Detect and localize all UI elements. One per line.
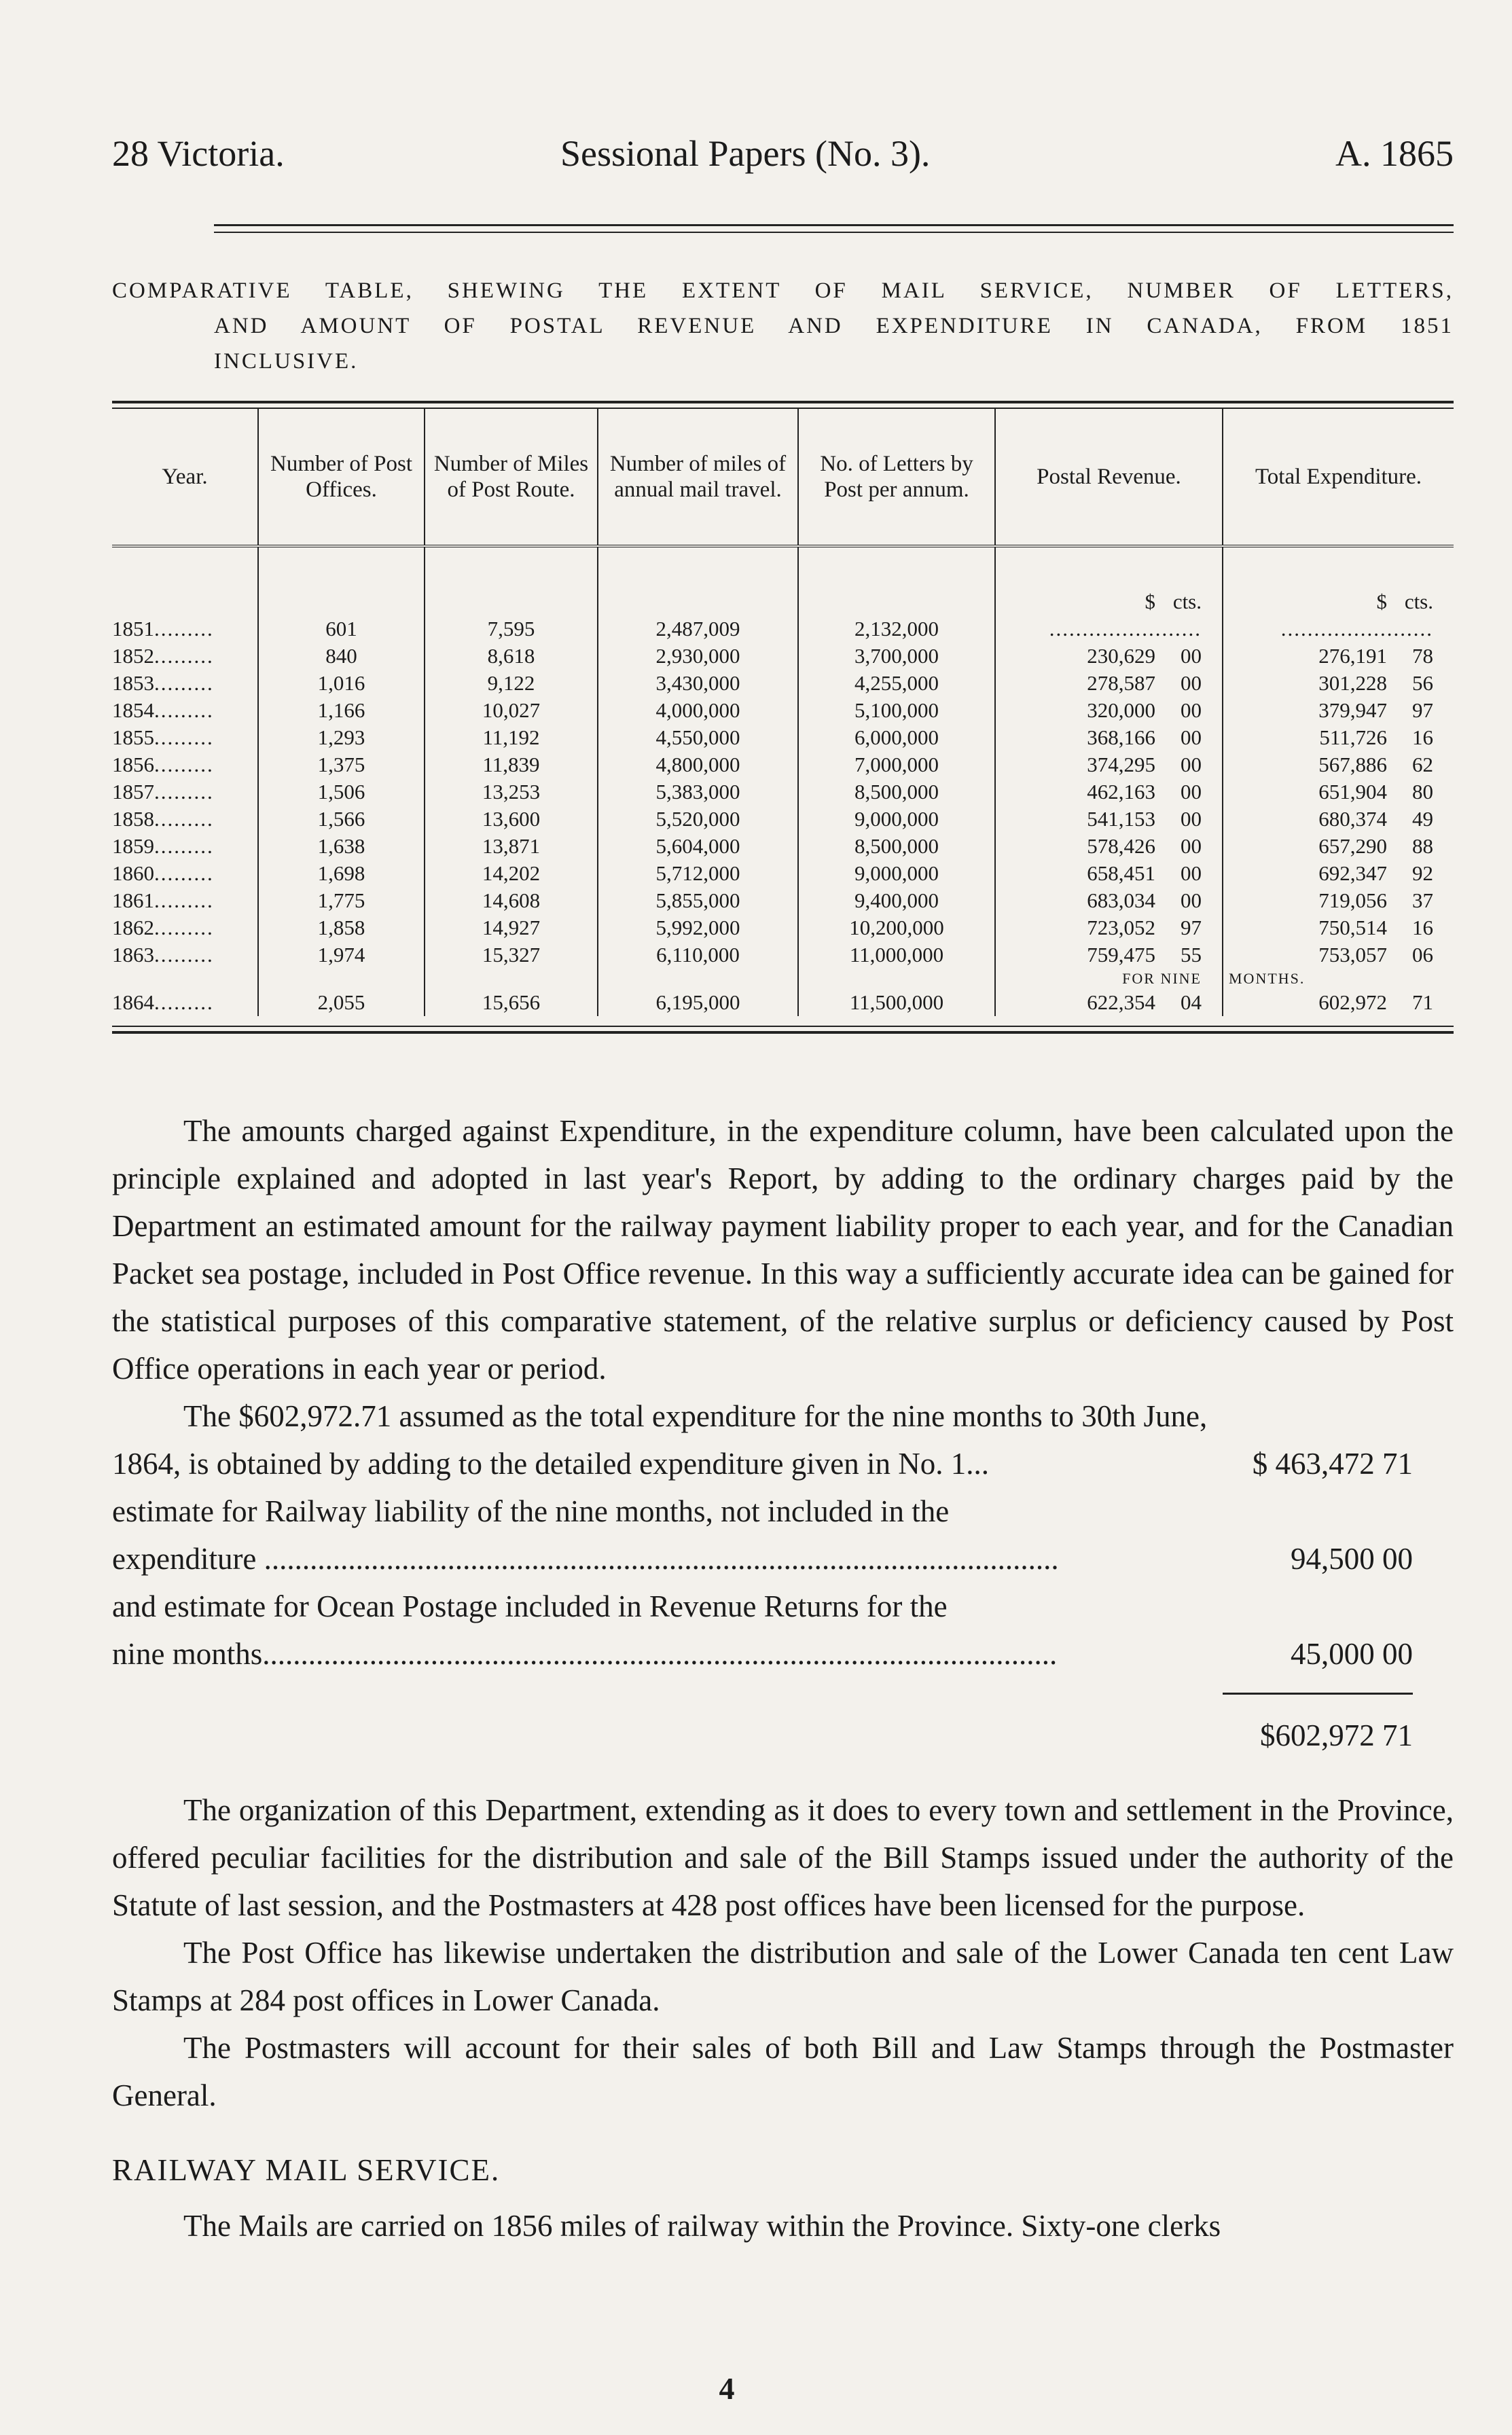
table-row [112,670,1454,697]
cell-revenue: 759,475 55 [995,941,1223,969]
cell-offices: 1,506 [258,778,425,806]
cell-expenditure: 680,374 49 [1223,806,1454,833]
table-row [112,914,1454,941]
cell-offices: 601 [258,615,425,643]
calc-row [112,1630,1454,1678]
calc-label: expenditure ........................................................................................................ [112,1542,1059,1576]
table-row [112,778,1454,806]
table-row [112,724,1454,751]
cell-miles: 14,202 [425,860,598,887]
cell-travel: 5,383,000 [598,778,798,806]
cell-letters: 6,000,000 [798,724,995,751]
cell-revenue: 374,295 00 [995,751,1223,778]
cell-offices: 1,375 [258,751,425,778]
cell-year: 1862......... [112,916,214,939]
cell-travel: 4,550,000 [598,724,798,751]
cell-year: 1853......... [112,671,214,695]
cell-letters: 2,132,000 [798,615,995,643]
cell-travel: 5,992,000 [598,914,798,941]
cell-offices: 1,566 [258,806,425,833]
cell-letters: 10,200,000 [798,914,995,941]
cell-miles: 9,122 [425,670,598,697]
paragraph-railway-mail: The Mails are carried on 1856 miles of railway within the Province. Sixty-one clerks [183,2209,1221,2243]
calc-label: and estimate for Ocean Postage included in Revenue Returns for the [112,1589,948,1623]
cell-miles: 15,656 [425,989,598,1016]
cell-offices: 1,775 [258,887,425,914]
running-header [112,132,1454,187]
cell-revenue: 622,354 04 [995,989,1223,1016]
cell-miles: 13,600 [425,806,598,833]
paragraph-postmasters: The Postmasters will account for their sales of both Bill and Law Stamps through the Postmaster General. [112,2031,1454,2112]
cell-expenditure: 276,191 78 [1223,643,1454,670]
header-year: A. 1865 [1335,133,1454,174]
body-text [112,1107,1454,2250]
calc-label: estimate for Railway liability of the nine months, not included in the [112,1494,950,1528]
cell-travel: 6,110,000 [598,941,798,969]
cell-revenue: 723,052 97 [995,914,1223,941]
cell-expenditure: 511,726 16 [1223,724,1454,751]
cell-year: 1863......... [112,943,214,967]
cell-expenditure: 692,347 92 [1223,860,1454,887]
cell-letters: 7,000,000 [798,751,995,778]
cell-expenditure: 567,886 62 [1223,751,1454,778]
cell-travel: 5,604,000 [598,833,798,860]
table-bottom-rule [112,1026,1454,1034]
calc-amount: 94,500 00 [1291,1542,1413,1576]
table-title [112,273,1454,379]
cell-travel: 2,487,009 [598,615,798,643]
cell-offices: 840 [258,643,425,670]
table-title-line-1: COMPARATIVE TABLE, SHEWING THE EXTENT OF MAIL SERVICE, NUMBER OF LETTERS, [112,278,1454,303]
col-header-miles: Number of Miles of Post Route. [425,409,598,546]
cell-revenue: 320,000 00 [995,697,1223,724]
cell-miles: 11,192 [425,724,598,751]
cell-travel: 5,520,000 [598,806,798,833]
expenditure-calculation [112,1440,1454,1678]
table-row [112,751,1454,778]
cell-letters: 11,500,000 [798,989,995,1016]
cell-miles: 8,618 [425,643,598,670]
cell-year: 1854......... [112,698,214,722]
cell-year: 1856......... [112,753,214,776]
data-table [112,409,1454,1016]
cell-expenditure: 301,228 56 [1223,670,1454,697]
col-header-year: Year. [112,409,258,546]
table-row [112,615,1454,643]
cell-travel: 4,800,000 [598,751,798,778]
cell-miles: 14,608 [425,887,598,914]
cell-offices: 1,974 [258,941,425,969]
cell-revenue: 278,587 00 [995,670,1223,697]
table-header-row [112,409,1454,546]
cell-offices: 1,858 [258,914,425,941]
calc-total-amount: $602,972 71 [1260,1718,1413,1752]
cell-expenditure: 750,514 16 [1223,914,1454,941]
cell-miles: 13,253 [425,778,598,806]
cell-letters: 3,700,000 [798,643,995,670]
cell-travel: 5,855,000 [598,887,798,914]
cell-miles: 10,027 [425,697,598,724]
header-session: 28 Victoria. [112,133,285,174]
period-note-row [112,969,1454,989]
calc-row [112,1535,1454,1583]
col-header-letters: No. of Letters by Post per annum. [798,409,995,546]
table-row [112,806,1454,833]
expenditure-units: $ cts. [1223,546,1454,615]
document-page [102,0,1454,2435]
cell-expenditure: 651,904 80 [1223,778,1454,806]
cell-letters: 9,400,000 [798,887,995,914]
paragraph-expenditure-method: The amounts charged against Expenditure, in the expenditure column, have been calculated upon the principle explained and adopted in last year's Report, by adding to the ordinary charges paid by the Department an estimated amount for the railway payment liability proper to each year, and for the Canadian Packet sea postage, included in Post Office revenue. In this way a sufficiently accurate idea can be gained for the statistical purposes of this comparative statement, of the relative surplus or deficiency caused by Post Office operations in each year or period. [112,1114,1454,1386]
cell-letters: 11,000,000 [798,941,995,969]
table-title-line-3: INCLUSIVE. [214,349,359,374]
cell-year: 1858......... [112,807,214,831]
calc-label: nine months........................................................................................................ [112,1637,1058,1671]
calc-row [112,1487,1454,1535]
cell-revenue: 230,629 00 [995,643,1223,670]
paragraph-bill-stamps: The organization of this Department, extending as it does to every town and settlement in the Province, offered peculiar facilities for the distribution and sale of the Bill Stamps issued under the authority of the Statute of last session, and the Postmasters at 428 post offices have been licensed for the purpose. [112,1793,1454,1922]
calc-total-rule [112,1678,1454,1712]
cell-letters: 9,000,000 [798,806,995,833]
cell-expenditure: 602,972 71 [1223,989,1454,1016]
calc-row [112,1583,1454,1630]
units-row [112,546,1454,615]
table-top-rule [112,401,1454,409]
cell-travel: 3,430,000 [598,670,798,697]
calc-label: 1864, is obtained by adding to the detailed expenditure given in No. 1... [112,1447,989,1481]
paragraph-law-stamps: The Post Office has likewise undertaken the distribution and sale of the Lower Canada ten cent Law Stamps at 284 post offices in Lower Canada. [112,1936,1454,2017]
table-title-line-2: AND AMOUNT OF POSTAL REVENUE AND EXPENDITURE IN CANADA, FROM 1851 [214,314,1454,338]
cell-travel: 2,930,000 [598,643,798,670]
header-rule [214,224,1454,233]
cell-year: 1860......... [112,861,214,885]
calc-total-block [112,1678,1454,1759]
cell-offices: 1,638 [258,833,425,860]
cell-miles: 14,927 [425,914,598,941]
note-expenditure: MONTHS. [1223,969,1454,989]
col-header-expenditure: Total Expenditure. [1223,409,1454,546]
col-header-revenue: Postal Revenue. [995,409,1223,546]
cell-miles: 7,595 [425,615,598,643]
cell-letters: 8,500,000 [798,778,995,806]
cell-expenditure: 379,947 97 [1223,697,1454,724]
cell-miles: 15,327 [425,941,598,969]
table-row [112,989,1454,1016]
note-revenue: FOR NINE [995,969,1223,989]
cell-offices: 1,698 [258,860,425,887]
table-row [112,833,1454,860]
cell-travel: 6,195,000 [598,989,798,1016]
cell-year: 1861......... [112,888,214,912]
cell-revenue: 541,153 00 [995,806,1223,833]
col-header-travel: Number of miles of annual mail travel. [598,409,798,546]
cell-revenue: 683,034 00 [995,887,1223,914]
cell-year: 1855......... [112,725,214,749]
cell-offices: 2,055 [258,989,425,1016]
comparative-table [112,401,1454,1034]
table-row [112,941,1454,969]
cell-year: 1857......... [112,780,214,804]
cell-year: 1851......... [112,617,214,641]
calc-amount: 45,000 00 [1291,1637,1413,1671]
cell-letters: 4,255,000 [798,670,995,697]
cell-offices: 1,166 [258,697,425,724]
cell-miles: 11,839 [425,751,598,778]
cell-letters: 8,500,000 [798,833,995,860]
cell-expenditure: 657,290 88 [1223,833,1454,860]
calc-amount: $ 463,472 71 [1252,1447,1413,1481]
cell-expenditure: ....................... [1223,615,1454,643]
calc-total-row [112,1712,1454,1759]
section-heading: RAILWAY MAIL SERVICE. [112,2153,501,2187]
cell-expenditure: 753,057 06 [1223,941,1454,969]
paragraph-total-expenditure: The $602,972.71 assumed as the total expenditure for the nine months to 30th June, [183,1399,1208,1433]
cell-letters: 9,000,000 [798,860,995,887]
cell-letters: 5,100,000 [798,697,995,724]
cell-revenue: ....................... [995,615,1223,643]
page-number: 4 [719,2371,735,2406]
header-title: Sessional Papers (No. 3). [560,133,931,174]
cell-travel: 5,712,000 [598,860,798,887]
table-row [112,643,1454,670]
table-row [112,697,1454,724]
cell-offices: 1,016 [258,670,425,697]
cell-revenue: 658,451 00 [995,860,1223,887]
cell-revenue: 368,166 00 [995,724,1223,751]
cell-miles: 13,871 [425,833,598,860]
cell-revenue: 462,163 00 [995,778,1223,806]
cell-year: 1852......... [112,644,214,668]
cell-travel: 4,000,000 [598,697,798,724]
col-header-offices: Number of Post Offices. [258,409,425,546]
revenue-units: $ cts. [995,546,1223,615]
cell-revenue: 578,426 00 [995,833,1223,860]
table-row [112,860,1454,887]
cell-year: 1859......... [112,834,214,858]
cell-year: 1864......... [112,990,214,1014]
calc-row [112,1440,1454,1487]
cell-offices: 1,293 [258,724,425,751]
cell-expenditure: 719,056 37 [1223,887,1454,914]
table-row [112,887,1454,914]
